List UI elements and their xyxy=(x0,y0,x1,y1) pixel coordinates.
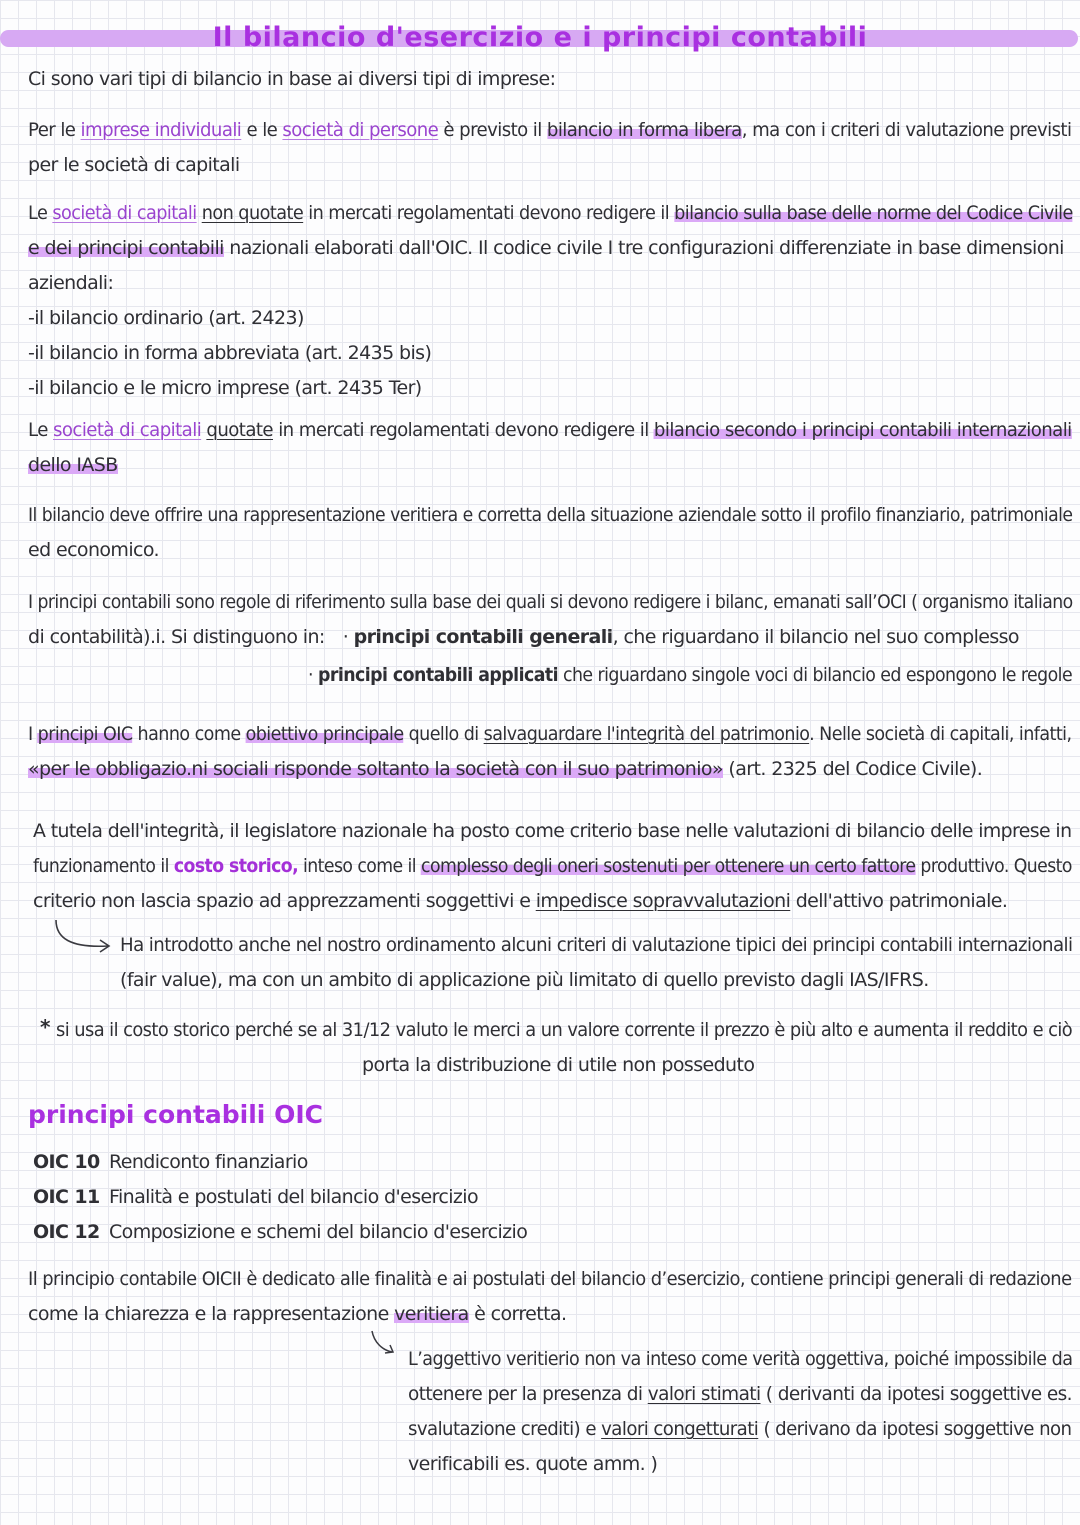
oic-item: OIC 12 Composizione e schemi del bilancio d'esercizio xyxy=(33,1221,528,1243)
asterisk: * xyxy=(40,1015,50,1039)
p1-line2: per le società di capitali xyxy=(28,154,240,176)
curved-arrow-icon xyxy=(368,1328,408,1360)
list-item: -il bilancio ordinario (art. 2423) xyxy=(28,307,304,329)
p3-line2: dello IASB xyxy=(28,454,118,476)
page-title: Il bilancio d'esercizio e i principi contabili xyxy=(212,22,868,53)
note-line2: porta la distribuzione di utile non posseduto xyxy=(362,1054,755,1076)
p5-line2: di contabilità).i. Si distinguono in: · principi contabili generali, che riguardano il bilancio nel suo complesso xyxy=(28,626,1019,648)
p2-line2: e dei principi contabili nazionali elaborati dall'OIC. Il codice civile I tre configurazioni differenziate in base dimensioni xyxy=(28,237,1064,259)
p6-line2: «per le obbligazio.ni sociali risponde soltanto la società con il suo patrimonio» (art. 2325 del Codice Civile). xyxy=(28,758,983,780)
oic-item: OIC 11 Finalità e postulati del bilancio d'esercizio xyxy=(33,1186,479,1208)
list-item: -il bilancio in forma abbreviata (art. 2435 bis) xyxy=(28,342,432,364)
note-line1: si usa il costo storico perché se al 31/12 valuto le merci a un valore corrente il prezzo è più alto e aumenta il reddito e ciò xyxy=(56,1019,1073,1041)
p5-bullet2: · principi contabili applicati che riguardano singole voci di bilancio ed espongono le regole xyxy=(308,664,1073,686)
p8-line1: Il principio contabile OICII è dedicato alle finalità e ai postulati del bilancio d’esercizio, contiene principi generali di redazione xyxy=(28,1268,1072,1290)
section-title: principi contabili OIC xyxy=(28,1100,323,1129)
p8-note-line1: L’aggettivo veritierio non va inteso come verità oggettiva, poiché impossibile da xyxy=(408,1348,1073,1370)
curved-arrow-icon xyxy=(50,916,120,956)
p5-line1: I principi contabili sono regole di riferimento sulla base dei quali si devono redigere i bilanc, emanati sall’OCI ( organismo italiano xyxy=(28,591,1073,613)
p8-note-line4: verificabili es. quote amm. ) xyxy=(408,1453,658,1475)
p4-line2: ed economico. xyxy=(28,539,159,561)
p8-note-line3: svalutazione crediti) e valori congetturati ( derivano da ipotesi soggettive non xyxy=(408,1418,1072,1440)
p4-line1: Il bilancio deve offrire una rappresentazione veritiera e corretta della situazione aziendale sotto il profilo finanziario, patrimoniale xyxy=(28,504,1073,526)
p6-line1: I principi OIC hanno come obiettivo principale quello di salvaguardare l'integrità del patrimonio. Nelle società di capitali, infatti, xyxy=(28,723,1072,745)
p7-line3: criterio non lascia spazio ad apprezzamenti soggettivi e impedisce sopravvalutazioni dell'attivo patrimoniale. xyxy=(33,890,1008,912)
p7-note-line2: (fair value), ma con un ambito di applicazione più limitato di quello previsto dagli IAS/IFRS. xyxy=(120,969,929,991)
p1-line1: Per le imprese individuali e le società di persone è previsto il bilancio in forma libera, ma con i criteri di valutazione previsti xyxy=(28,119,1072,141)
p2-line1: Le società di capitali non quotate in mercati regolamentati devono redigere il bilancio sulla base delle norme del Codice Civile xyxy=(28,202,1073,224)
p8-line2: come la chiarezza e la rappresentazione veritiera è corretta. xyxy=(28,1303,567,1325)
intro-line: Ci sono vari tipi di bilancio in base ai diversi tipi di imprese: xyxy=(28,68,556,90)
p3-line1: Le società di capitali quotate in mercati regolamentati devono redigere il bilancio secondo i principi contabili internazionali xyxy=(28,419,1072,441)
p8-note-line2: ottenere per la presenza di valori stimati ( derivanti da ipotesi soggettive es. xyxy=(408,1383,1072,1405)
p7-line2: funzionamento il costo storico, inteso come il complesso degli oneri sostenuti per ottenere un certo fattore produttivo. Questo xyxy=(33,855,1072,877)
p7-line1: A tutela dell'integrità, il legislatore nazionale ha posto come criterio base nelle valutazioni di bilancio delle imprese in xyxy=(33,820,1072,842)
p7-note-line1: Ha introdotto anche nel nostro ordinamento alcuni criteri di valutazione tipici dei principi contabili internazionali xyxy=(120,934,1073,956)
p2-line3: aziendali: xyxy=(28,272,114,294)
oic-item: OIC 10 Rendiconto finanziario xyxy=(33,1151,308,1173)
list-item: -il bilancio e le micro imprese (art. 2435 Ter) xyxy=(28,377,422,399)
